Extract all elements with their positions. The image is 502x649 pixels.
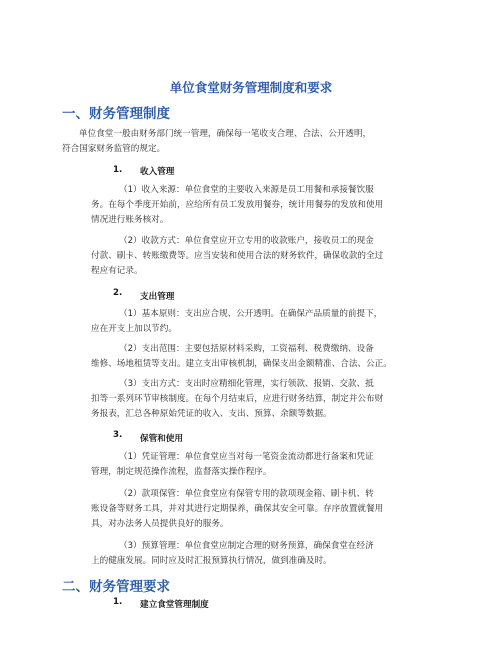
paragraph-line: （2）支出范围：主要包括原材料采购，工资福利、税费缴纳、设备	[119, 344, 374, 354]
document-title: 单位食堂财务管理制度和要求	[169, 80, 333, 95]
paragraph-line: 情况进行账务核对。	[91, 215, 169, 225]
paragraph-line: （1）收入来源：单位食堂的主要收入来源是员工用餐和承接餐饮服	[119, 185, 374, 195]
paragraph-line: （3）支出方式：支出时应精细化管理，实行领款、报销、交款、抵	[119, 379, 374, 389]
paragraph-line: 账设备等财务工具，并对其进行定期保养，确保其安全可靠。存序放置就餐用	[91, 504, 384, 514]
paragraph-line: 具，对办法务人员提供良好的服务。	[91, 519, 229, 529]
paragraph-line: 维修、场地租赁等支出。建立支出审核机制，确保支出金额精准、合法、公正。	[91, 359, 392, 369]
paragraph-line: （2）收款方式：单位食堂应开立专用的收款账户，接收员工的现金	[119, 236, 374, 246]
section-heading: 二、财务管理要求	[62, 579, 170, 595]
item-heading: 收入管理	[140, 167, 175, 177]
paragraph-line: （1）凭证管理：单位食堂应当对每一笔资金流动都进行备案和凭证	[119, 452, 374, 462]
item-number: 3.	[113, 430, 123, 440]
paragraph-line: 扣等一系列环节审核制度。在每个月结束后，应进行财务结算，制定并公布财	[91, 394, 384, 404]
paragraph-line: 务报表，汇总各种原始凭证的收入、支出、预算、余额等数据。	[91, 409, 332, 419]
paragraph-line: 程应有记录。	[91, 266, 143, 276]
paragraph-line: （1）基本原则：支出应合规、公开透明。在确保产品质量的前提下，	[119, 309, 383, 319]
item-heading: 建立食堂管理制度	[140, 600, 209, 610]
paragraph-line: （2）款项保管：单位食堂应有保管专用的款项现金箱、刷卡机、转	[119, 489, 374, 499]
paragraph-line: 付款、刷卡、转账缴费等。应当安装和使用合法的财务软件，确保收款的全过	[91, 251, 384, 261]
item-heading: 保管和使用	[140, 434, 183, 444]
item-number: 2.	[113, 288, 123, 298]
intro-line: 符合国家财务监管的规定。	[62, 144, 166, 154]
paragraph-line: 务。在每个季度开始前，应给所有员工发放用餐券，统计用餐券的发放和使用	[91, 200, 384, 210]
paragraph-line: 应在开支上加以节约。	[91, 324, 177, 334]
paragraph-line: 管理，制定规范操作流程，监督落实操作程序。	[91, 467, 272, 477]
section-heading: 一、财务管理制度	[62, 106, 170, 122]
item-heading: 支出管理	[140, 292, 175, 302]
paragraph-line: （3）预算管理：单位食堂应制定合理的财务预算，确保食堂在经济	[119, 541, 374, 551]
item-number: 1.	[113, 597, 123, 607]
item-number: 1.	[113, 165, 123, 175]
intro-line: 单位食堂一般由财务部门统一管理，确保每一笔收支合理、合法、公开透明，	[79, 129, 372, 139]
paragraph-line: 上的健康发展。同时应及时汇报预算执行情况，做到准确及时。	[91, 556, 332, 566]
